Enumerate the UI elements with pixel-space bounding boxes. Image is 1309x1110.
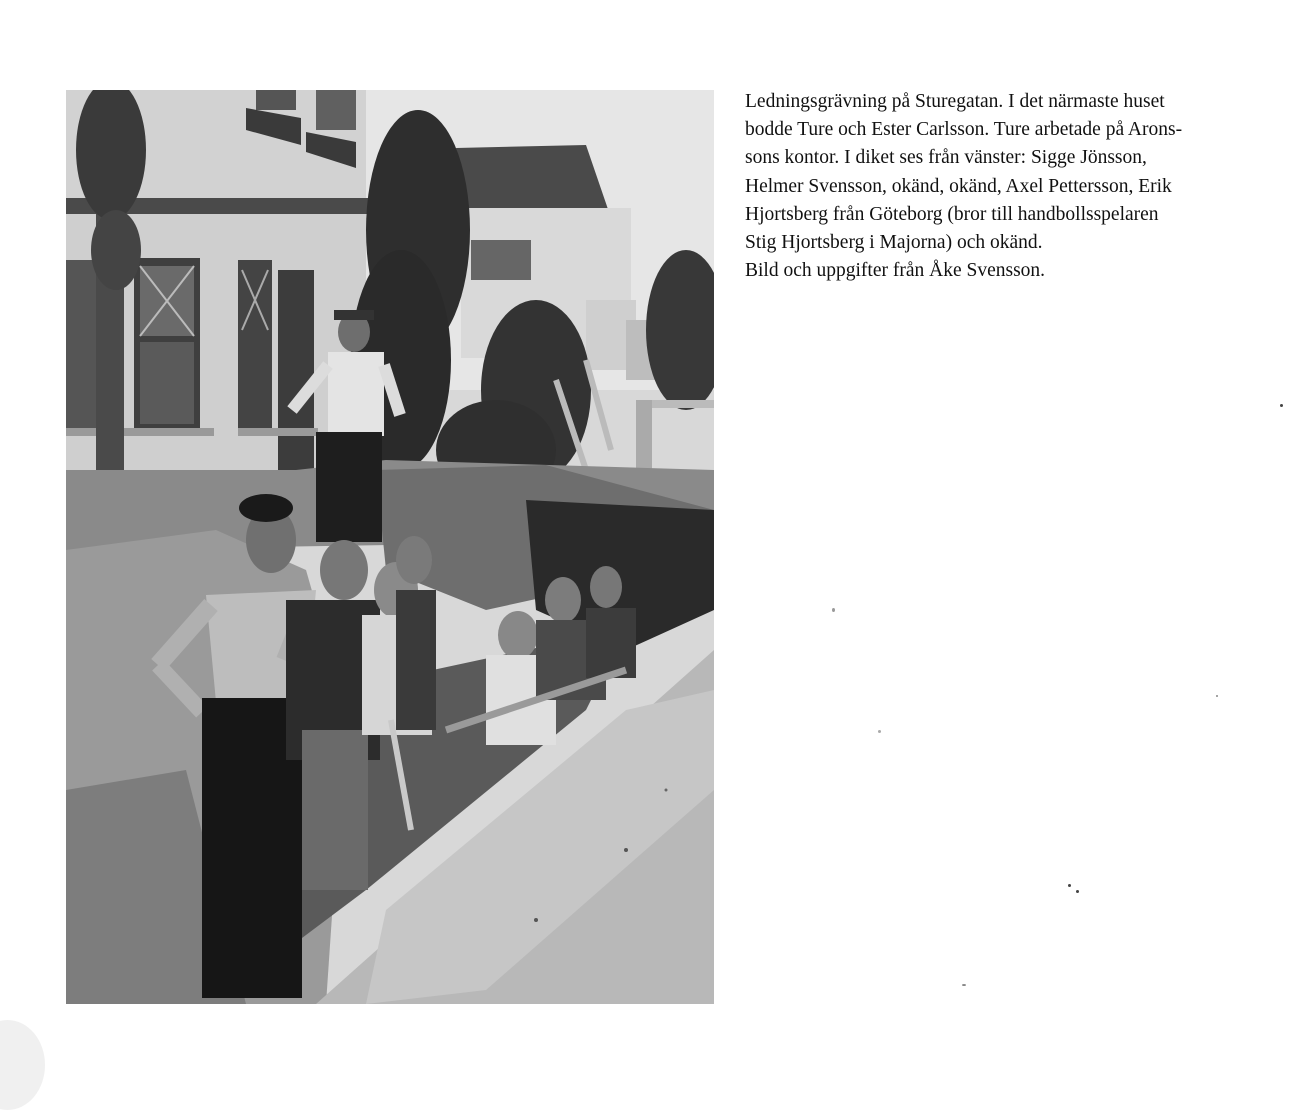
- caption-line: Helmer Svensson, okänd, okänd, Axel Pettersson, Erik: [745, 175, 1172, 197]
- print-speck: [1280, 404, 1283, 407]
- photograph-art: [66, 90, 714, 1004]
- print-speck: [832, 608, 835, 612]
- photo-caption: [745, 88, 1245, 285]
- print-speck: [878, 730, 881, 733]
- caption-line: bodde Ture och Ester Carlsson. Ture arbetade på Arons-: [745, 119, 1183, 141]
- caption-line: sons kontor. I diket ses från vänster: Sigge Jönsson,: [745, 147, 1147, 169]
- caption-line: Ledningsgrävning på Sturegatan. I det närmaste huset: [745, 91, 1165, 112]
- page-corner-mark: [0, 1020, 45, 1110]
- print-speck: [1076, 890, 1079, 893]
- caption-source: Bild och uppgifter från Åke Svensson.: [745, 260, 1046, 282]
- print-speck: [1216, 695, 1218, 697]
- caption-line: Stig Hjortsberg i Majorna) och okänd.: [745, 232, 1043, 254]
- print-speck: [1068, 884, 1071, 887]
- trench-photograph: [66, 90, 714, 1004]
- print-speck: [962, 984, 966, 986]
- caption-line: Hjortsberg från Göteborg (bror till handbollsspelaren: [745, 203, 1159, 225]
